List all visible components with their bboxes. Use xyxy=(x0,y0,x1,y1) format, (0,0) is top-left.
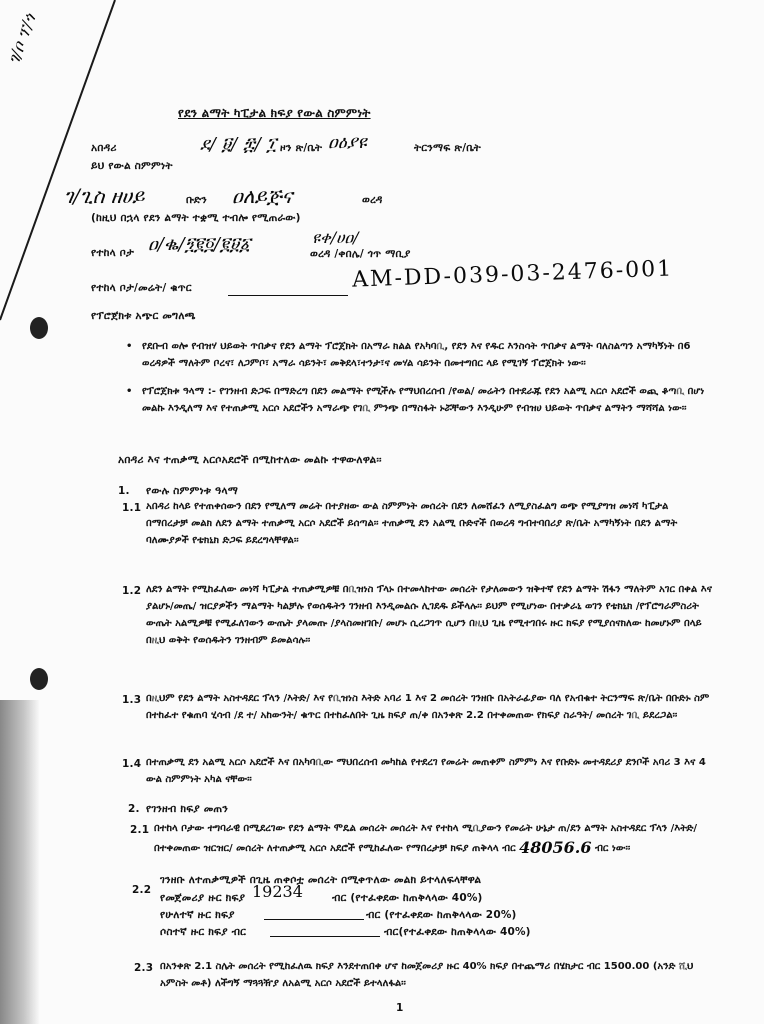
project-summary-heading: የፕሮጀክቱ አጭር መግለጫ xyxy=(91,310,196,322)
group-handwritten: ዐለይጅና xyxy=(232,184,293,208)
page-shadow xyxy=(0,700,40,1024)
clause-2-1-text: በተከላ ቦታው ተግባራዊ በሚደረገው የደን ልማት ሞዴል መሰረት መሰረት እና የተከላ ሚቢያውን የመሬት ሁኔታ ጠ/ደን ልማት አስተዳደር ፕላን /እትድ/ በተቀመጠው ዝርዝር/ መሰረት ለተጠቃሚ አርሶ አደሮች የሚከፈለው የማበረታቻ ክፍያ ጠቅላላ ብር xyxy=(154,823,698,854)
plot-number-underline xyxy=(228,295,348,296)
clause-2-1-number: 2.1 xyxy=(130,824,150,836)
agreement-intro: ይህ የውል ስምምነት xyxy=(91,160,173,172)
clause-1-1-number: 1.1 xyxy=(122,502,142,514)
second-installment-share: ብር (የተፈቀደው ከጠቅላላው 20%) xyxy=(366,909,517,921)
second-installment-blank xyxy=(264,919,364,920)
group-label: ቡድን xyxy=(186,194,207,206)
clause-1-1: አበዳሪ ከላይ የተጠቀሰውን በደን የሚለማ መሬት በተያዘው ውል ስምምነት መሰረት በደን ለመሸፈን ለሚያስፈልግ ወጭ የሚያግዝ መነሻ ካፒታል በማበረታቻ መልክ ለደን ልማት ተጠቃሚ አርሶ አደሮች ይሰጣል፡፡ ተጠቃሚ ደን አልሚ ቡድኖች በወረዳ ግብተባበሪያ ጽ/ቤት አማካኝነት በደን ልማት ባለሙያዎች የቴክኒክ ድጋፍ ይደረግላቸዋል፡፡ xyxy=(146,501,678,546)
clause-1-2-number: 1.2 xyxy=(122,585,142,597)
clause-2-3-number: 2.3 xyxy=(134,962,154,974)
beneficiary-handwritten: ገ/ጊስ ዘሀይ xyxy=(64,184,145,208)
plot-number-label: የተከላ ቦታ/መሬት/ ቁጥር xyxy=(91,282,192,294)
punch-hole-top xyxy=(30,317,48,339)
third-installment-label: ሶስተኛ ዙር ክፍያ ብር xyxy=(160,926,247,938)
page-number: 1 xyxy=(396,1002,404,1014)
first-installment-label: የመጀመሪያ ዙር ክፍያ xyxy=(160,892,246,904)
woreda-label: ወረዳ xyxy=(362,194,383,206)
plot-number-handwritten: AM-DD-039-03-2476-001 xyxy=(351,256,674,293)
clause-2-1 xyxy=(154,820,712,857)
clause-2-2-number: 2.2 xyxy=(132,884,152,896)
first-installment-share: ብር (የተፈቀደው ከጠቅላላው 40%) xyxy=(332,892,483,904)
first-installment-handwritten: 19234 xyxy=(252,882,303,901)
clause-1-3-number: 1.3 xyxy=(122,694,142,706)
section-1-title: የውሉ ስምምነቱ ዓላማ xyxy=(146,485,239,497)
site-address-label: ወረዳ /ቀበሌ/ ጎጥ ማቢያ xyxy=(310,248,411,260)
beneficiary-note: (ከዚህ በኋላ የደን ልማት ተቋሚ ተብሎ የሚጠራው) xyxy=(91,212,301,224)
zone-handwritten: ዐዕያዩ xyxy=(328,132,367,153)
site-handwritten: ዐ/ቈ/፺፪፬/፪፱፩ xyxy=(148,234,251,255)
document-title: የደን ልማት ካፒታል ክፍያ የውል ስምምነት xyxy=(178,106,371,120)
punch-hole-bottom xyxy=(30,668,48,690)
clause-1-3: በዚህም የደን ልማት አስተዳደር ፕላን /እትድ/ እና የቢዝነስ እትድ አባሪ 1 እና 2 መሰረት ገንዘቡ በአትራፊያው ባለ የአብቁተ ትርንማፍ ጽ/ቤት በቡድኑ ስም በተከፈተ የቁጠባ ሂሳብ /ደ ተ/ አከውንት/ ቁጥር በተከፈለበት ጊዜ ክፍያ ጠ/ቀ በአንቀጽ 2.2 በተቀመጠው የክፍያ ስራዓት/ መሰረት ገቢ ይደረጋል፡፡ xyxy=(146,693,710,721)
site-handwritten-2: ዩቀ/ሀዐ/ xyxy=(312,228,359,247)
clause-1-4: በተጠቃሚ ደን አልሚ አርሶ አደሮች እና በአካባቢው ማህበረሰብ መካከል የተደረገ የመሬት መጠቀም ስምምነ እና የቡድኑ መተዳደሪያ ደንቦች አባሪ 3 እና 4 ውል ስምምነት አካል ናቸው፡፡ xyxy=(146,757,706,785)
clause-2-1-end: ብር ነው፡፡ xyxy=(594,843,631,854)
section-2-title: የገንዘብ ክፍያ መጠን xyxy=(146,803,229,815)
clause-1-4-number: 1.4 xyxy=(122,758,142,770)
margin-note: ገ/ቦ ፕ/ጎ xyxy=(4,11,40,67)
lender-label: አበዳሪ xyxy=(91,142,117,154)
total-amount-handwritten: 48056.6 xyxy=(519,838,592,857)
plantation-site-label: የተከላ ቦታ xyxy=(91,247,135,259)
second-installment-label: የሁለተኛ ዙር ክፍያ xyxy=(160,909,235,921)
section-1-number: 1. xyxy=(118,485,130,497)
agreement-statement: አበዳሪ እና ተጠቃሚ አርሶአደሮች በሚከተለው መልኩ ተዋውለዋል፡፡ xyxy=(118,454,382,466)
clause-2-2-heading: ገንዘቡ ለተጠቃሚዎች በጊዜ ጠቀሶቷ መሰረት በሚቀጥለው መልክ ይተላለፍላቸዋል xyxy=(160,874,482,886)
third-installment-share: ብር(የተፈቀደው ከጠቅላላው 40%) xyxy=(384,926,531,938)
clause-1-2: ለደን ልማት የሚከፈለው መነሻ ካፒታል ተጠቃሚዎቹ በቢዝነስ ፕላኑ በተመላከተው መሰረት የታለመውን ዝቅተኛ የደን ልማት ሽፋን ማለትም አገር በቀል እና ያልሆኑ/መጤ/ ዝርያዎችን ማልማት ካልቻሉ የወሰዱትን ገንዘብ እንዲመልሱ ሊገደዱ ይችላሉ፡፡ ይህም የሚሆነው በተቃራኒ ወገን የቴክኒክ /የፕሮግራምስሪት ውጤት አልሚዎቹ የሚፈለገውን ውጤት ያላመጡ /ያላስመዘገቡ/ መሆኑ ሲረጋገጥ ሲሆን በዚህ ጊዜ የሚተገበሩ ዙር ክፍያ የሚያሰናክለው ከመሆኑም በላይ በዚህ ወቅት የወሰዱትን ገንዘብም ይመልሳሉ፡፡ xyxy=(146,584,712,646)
branch-office-label: ትርንማፍ ጽ/ቤት xyxy=(414,142,481,154)
project-bullet-1: • የደቡብ ወሎ የብዝሃ ህይወት ጥበቃና የደን ልማት ፕሮጀክት በአማራ ክልል የአካባቢ, የደን እና የዱር እንስሳት ጥበቃና ልማት ባለስልጣን አማካኝነት በ6 ወረዳዎች ማለትም ቦረና፣ ለጋምቦ፣ አማራ ሳይንት፣ መቅደላ፣ተንታ፣ና መሃል ሳይንት በመተግበር ላይ የሚገኝ ፕሮጀክት ነው፡፡ xyxy=(142,338,710,372)
zone-office-label: ዞን ጽ/ቤት xyxy=(280,142,323,154)
clause-2-3: በአንቀጽ 2.1 ስሌት መሰረት የሚከፈለዉ ክፍያ እንደተጠበቀ ሆኖ ከመጀመሪያ ዙር 40% ክፍያ በተጨማሪ በሄክታር ብር 1500.00 (አንድ ሺህ አምስት መቶ) ለችግኝ ማጓጓዥያ ለአልሚ አርሶ አደሮች ይተላለፋል፡፡ xyxy=(160,961,694,989)
third-installment-blank xyxy=(270,936,380,937)
section-2-number: 2. xyxy=(128,803,140,815)
project-bullet-2: • የፕሮጀክቱ ዓላማ :- የገንዘብ ድጋፍ በማድረግ በደን መልማት የሚችሉ የማህበረሰብ /የወል/ መሬትን በተደራጁ የደን አልሚ አርሶ አደሮች ወጪ ቆጣቢ በሆነ መልኩ እንዲለማ እና የተጠቃሚ አርሶ አደሮችን አማራጭ የገቢ ምንጭ በማስፋት ኑሯቸውን እንዲሁም የብዝሀ ህይወት ጥበቃና ልማትን ማሻሻል ነው፡፡ xyxy=(142,383,710,417)
lender-handwritten: ደ/ ፱/ ፰/ ፲ xyxy=(200,134,277,155)
